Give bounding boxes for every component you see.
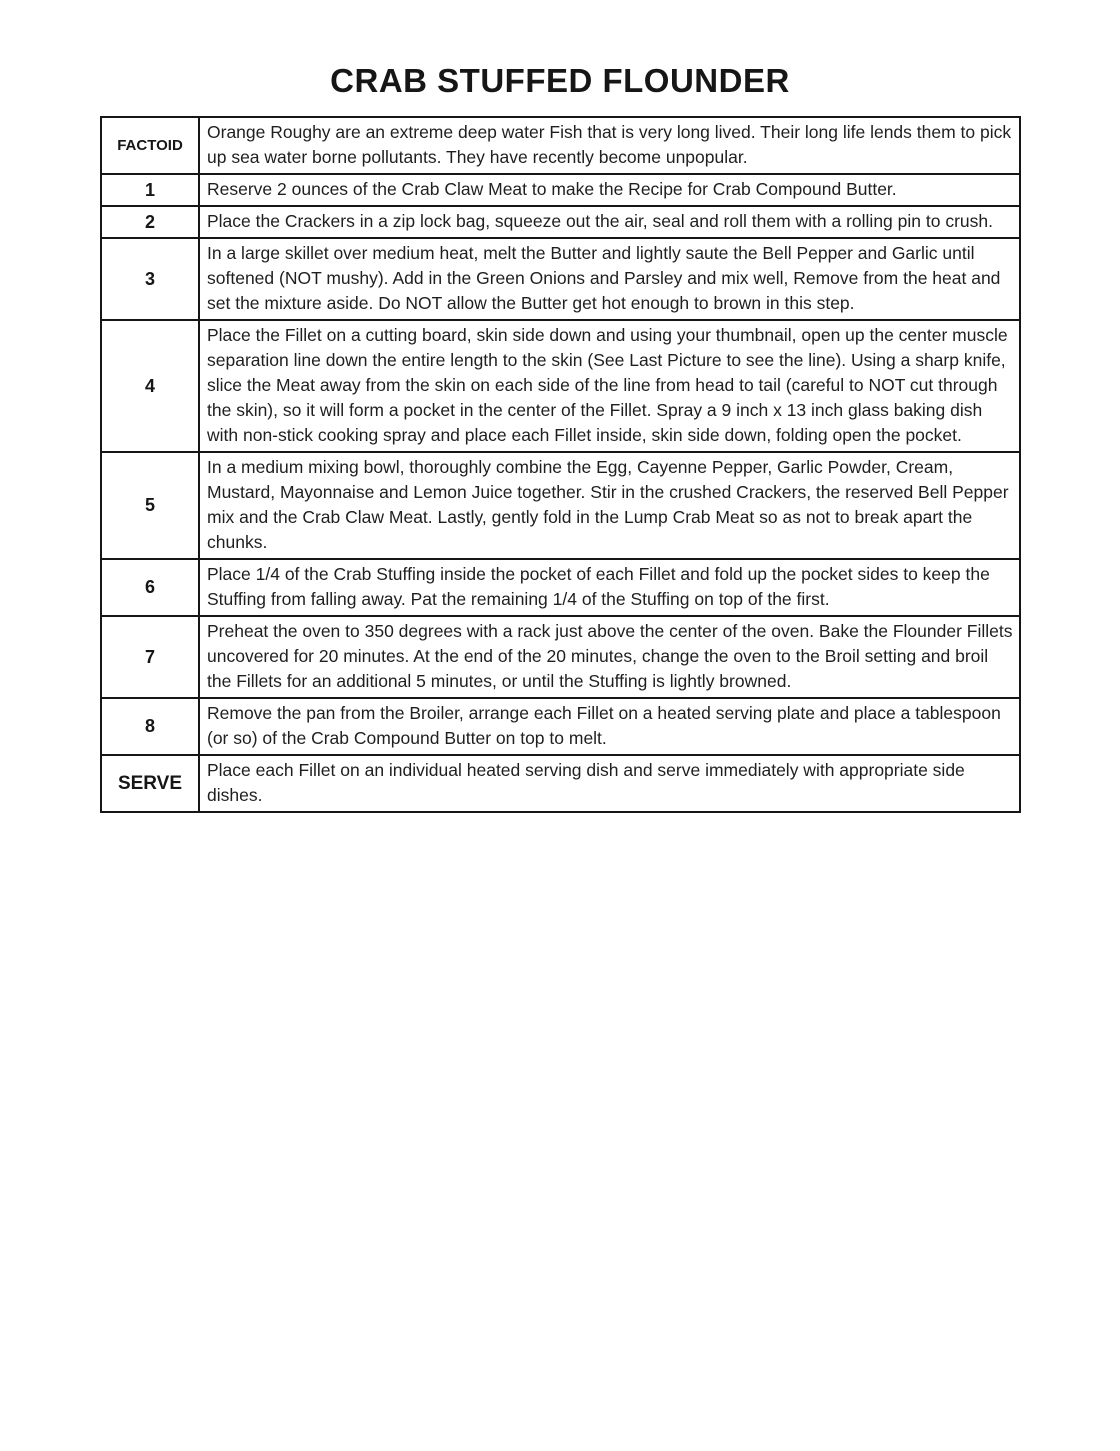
step-text: Remove the pan from the Broiler, arrange each Fillet on a heated serving plate and place a tablespoon (or so) of the Crab Compound Butter on top to melt. [199,698,1020,755]
table-row [101,698,1020,755]
table-row [101,206,1020,238]
table-row [101,755,1020,812]
table-row [101,616,1020,698]
step-text: Place 1/4 of the Crab Stuffing inside the pocket of each Fillet and fold up the pocket sides to keep the Stuffing from falling away. Pat the remaining 1/4 of the Stuffing on top of the first. [199,559,1020,616]
step-label: SERVE [101,755,199,812]
step-text: Preheat the oven to 350 degrees with a rack just above the center of the oven. Bake the Flounder Fillets uncovered for 20 minutes. At the end of the 20 minutes, change the oven to the Broil setting and broil the Fillets for an additional 5 minutes, or until the Stuffing is lightly browned. [199,616,1020,698]
step-text: Place the Fillet on a cutting board, skin side down and using your thumbnail, open up the center muscle separation line down the entire length to the skin (See Last Picture to see the line). Using a sharp knife, slice the Meat away from the skin on each side of the line from head to tail (careful to NOT cut through the skin), so it will form a pocket in the center of the Fillet. Spray a 9 inch x 13 inch glass baking dish with non-stick cooking spray and place each Fillet inside, skin side down, folding open the pocket. [199,320,1020,452]
step-label: 3 [101,238,199,320]
step-text: In a large skillet over medium heat, melt the Butter and lightly saute the Bell Pepper and Garlic until softened (NOT mushy). Add in the Green Onions and Parsley and mix well, Remove from the heat and set the mixture aside. Do NOT allow the Butter get hot enough to brown in this step. [199,238,1020,320]
step-label: 2 [101,206,199,238]
step-text: Place each Fillet on an individual heated serving dish and serve immediately with appropriate side dishes. [199,755,1020,812]
step-label: 5 [101,452,199,559]
table-row [101,559,1020,616]
page-title: CRAB STUFFED FLOUNDER [330,62,790,99]
table-row [101,174,1020,206]
step-label: 1 [101,174,199,206]
recipe-table [100,116,1021,813]
step-text: Orange Roughy are an extreme deep water Fish that is very long lived. Their long life lends them to pick up sea water borne pollutants. They have recently become unpopular. [199,117,1020,174]
step-label: 8 [101,698,199,755]
step-label: 7 [101,616,199,698]
step-label: 6 [101,559,199,616]
table-row [101,238,1020,320]
table-row [101,320,1020,452]
table-row [101,117,1020,174]
step-text: Place the Crackers in a zip lock bag, squeeze out the air, seal and roll them with a rolling pin to crush. [199,206,1020,238]
step-text: In a medium mixing bowl, thoroughly combine the Egg, Cayenne Pepper, Garlic Powder, Cream, Mustard, Mayonnaise and Lemon Juice together. Stir in the crushed Crackers, the reserved Bell Pepper mix and the Crab Claw Meat. Lastly, gently fold in the Lump Crab Meat so as not to break apart the chunks. [199,452,1020,559]
step-label: FACTOID [101,117,199,174]
step-text: Reserve 2 ounces of the Crab Claw Meat to make the Recipe for Crab Compound Butter. [199,174,1020,206]
step-label: 4 [101,320,199,452]
table-row [101,452,1020,559]
